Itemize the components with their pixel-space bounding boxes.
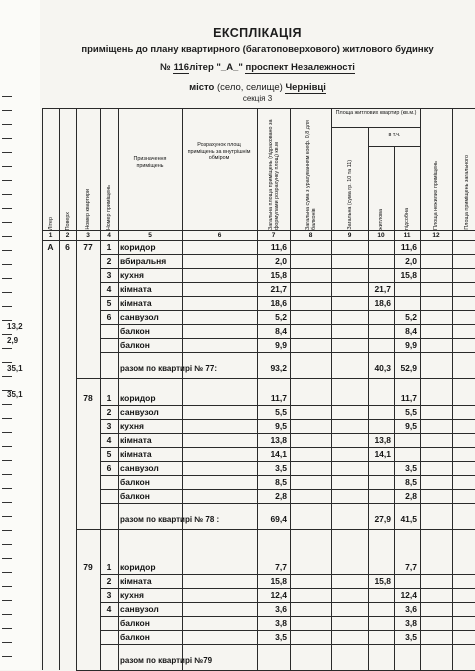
cell-auxiliary-area: 3,5 xyxy=(405,463,417,473)
binding-rule xyxy=(2,530,12,531)
binding-rule xyxy=(2,656,12,657)
header-balcony-coef: Загальна сума з урахуванням коеф. 0,8 для балконів xyxy=(304,120,317,230)
cell-room-name: балкон xyxy=(120,618,150,628)
binding-rule xyxy=(2,334,12,335)
cell-auxiliary-area: 8,4 xyxy=(405,326,417,336)
cell-total-area: 21,7 xyxy=(270,284,287,294)
column-number: 11 xyxy=(403,232,411,239)
cell-living-area xyxy=(368,269,391,282)
apartment-total-label: разом по квартирі №79 xyxy=(120,656,213,665)
cell-room-number xyxy=(100,325,118,338)
cell-total-area: 15,8 xyxy=(270,576,287,586)
cell-auxiliary-area: 8,5 xyxy=(405,477,417,487)
cell-living-area xyxy=(368,561,391,574)
cell-room-name: кухня xyxy=(120,270,144,280)
cell-room-name: кухня xyxy=(120,590,144,600)
binding-rule xyxy=(2,236,12,237)
table-row xyxy=(42,561,475,574)
header-bottom-border xyxy=(42,230,475,231)
apartment-total-auxiliary: 52,9 xyxy=(400,363,417,373)
cell-living-area xyxy=(368,241,391,254)
table-row xyxy=(42,392,475,405)
table-row xyxy=(42,297,475,310)
cell-room-number: 3 xyxy=(106,421,112,431)
header-liter: Літер xyxy=(47,216,54,230)
binding-rule xyxy=(2,264,12,265)
margin-number: 35,1 xyxy=(7,364,23,373)
table-row xyxy=(42,255,475,268)
cell-room-number xyxy=(100,476,118,489)
cell-total-area: 5,2 xyxy=(275,312,287,322)
binding-rule xyxy=(2,404,12,405)
binding-rule xyxy=(2,614,12,615)
apartment-total-row xyxy=(42,654,475,667)
row-border xyxy=(76,378,475,379)
cell-living-area xyxy=(368,603,391,616)
cell-floor xyxy=(59,392,76,405)
cell-total-area: 3,6 xyxy=(275,604,287,614)
apartment-total-living: 27,9 xyxy=(374,514,391,524)
header-living: житлова xyxy=(378,209,384,230)
cell-total-area: 14,1 xyxy=(270,449,287,459)
cell-room-name: коридор xyxy=(120,393,156,403)
document-title: ЕКСПЛІКАЦІЯ xyxy=(213,26,302,40)
cell-total-area: 11,6 xyxy=(270,242,287,252)
binding-rule xyxy=(2,194,12,195)
cell-room-name: коридор xyxy=(120,562,156,572)
cell-room-number: 2 xyxy=(106,576,112,586)
binding-rule xyxy=(2,432,12,433)
binding-rule xyxy=(2,446,12,447)
column-number: 10 xyxy=(377,232,385,239)
header-including: в т.ч. xyxy=(388,132,401,138)
header-living-total: Загальна (сума гр. 10 та 11) xyxy=(346,160,353,230)
apartment-total-label: разом по квартирі № 77: xyxy=(120,364,217,373)
city-name: Чернівці xyxy=(285,82,326,93)
cell-room-number: 4 xyxy=(106,604,112,614)
cell-total-area: 2,0 xyxy=(275,256,287,266)
table-row xyxy=(42,420,475,433)
cell-liter: А xyxy=(47,242,54,252)
column-number: 8 xyxy=(308,232,313,239)
table-row xyxy=(42,631,475,644)
cell-total-area: 11,7 xyxy=(270,393,287,403)
number-prefix: № xyxy=(160,62,171,73)
header-purpose: Призначення приміщень xyxy=(133,156,167,169)
cell-room-number xyxy=(100,339,118,352)
cell-room-number xyxy=(100,490,118,503)
binding-rule xyxy=(2,544,12,545)
cell-total-area: 3,8 xyxy=(275,618,287,628)
cell-auxiliary-area: 12,4 xyxy=(400,590,417,600)
cell-liter xyxy=(42,561,59,574)
cell-room-number: 2 xyxy=(106,407,112,417)
binding-rule xyxy=(2,488,12,489)
cell-room-name: балкон xyxy=(120,340,150,350)
apartment-total-row xyxy=(42,362,475,375)
cell-auxiliary-area xyxy=(394,575,417,588)
header-common: Площа приміщень загального xyxy=(464,155,470,230)
row-border xyxy=(100,503,475,504)
cell-room-number: 2 xyxy=(106,256,112,266)
cell-living-area xyxy=(368,462,391,475)
binding-rule xyxy=(2,502,12,503)
apartment-total-living xyxy=(368,654,391,667)
binding-rule xyxy=(2,180,12,181)
cell-room-number: 3 xyxy=(106,270,112,280)
address-line xyxy=(40,62,475,74)
cell-total-area: 2,8 xyxy=(275,491,287,501)
cell-living-area: 21,7 xyxy=(374,284,391,294)
cell-auxiliary-area: 3,6 xyxy=(405,604,417,614)
binding-rule xyxy=(2,558,12,559)
binding-rule xyxy=(2,96,12,97)
section-label: секція 3 xyxy=(242,94,273,103)
row-border xyxy=(100,644,475,645)
cell-living-area xyxy=(368,490,391,503)
apartment-total-living: 40,3 xyxy=(374,363,391,373)
apartment-total-auxiliary: 41,5 xyxy=(400,514,417,524)
cell-total-area: 12,4 xyxy=(270,590,287,600)
cell-apartment-number: 77 xyxy=(83,242,93,252)
table-row xyxy=(42,406,475,419)
cell-total-area: 9,5 xyxy=(275,421,287,431)
cell-auxiliary-area xyxy=(394,283,417,296)
cell-total-area: 13,8 xyxy=(270,435,287,445)
liter-value: "_А_" xyxy=(216,62,243,73)
cell-auxiliary-area: 9,5 xyxy=(405,421,417,431)
column-number: 4 xyxy=(107,232,111,239)
cell-room-name: балкон xyxy=(120,477,150,487)
cell-room-name: санвузол xyxy=(120,312,159,322)
cell-living-area: 15,8 xyxy=(374,576,391,586)
binding-rule xyxy=(2,348,12,349)
cell-room-name: санвузол xyxy=(120,407,159,417)
binding-rule xyxy=(2,250,12,251)
table-row xyxy=(42,462,475,475)
cell-auxiliary-area: 7,7 xyxy=(405,562,417,572)
cell-auxiliary-area xyxy=(394,297,417,310)
apartment-total-area xyxy=(257,654,287,667)
cell-liter xyxy=(42,392,59,405)
header-floor: Поверх xyxy=(64,211,71,230)
binding-rule xyxy=(2,292,12,293)
binding-rule xyxy=(2,642,12,643)
cell-room-number: 1 xyxy=(106,562,112,572)
table-row xyxy=(42,325,475,338)
margin-number: 13,2 xyxy=(7,322,23,331)
column-number: 1 xyxy=(48,232,53,239)
binding-rule xyxy=(2,628,12,629)
apartment-total-area: 93,2 xyxy=(270,363,287,373)
header-living-group: Площа житлових квартир (кв.м.) xyxy=(335,110,417,116)
table-row xyxy=(42,269,475,282)
binding-rule xyxy=(2,572,12,573)
binding-rule xyxy=(2,152,12,153)
binding-rule xyxy=(2,460,12,461)
binding-rule xyxy=(2,320,12,321)
column-number: 12 xyxy=(432,232,440,239)
column-number: 7 xyxy=(271,232,276,239)
table-row xyxy=(42,490,475,503)
apartment-total-area: 69,4 xyxy=(270,514,287,524)
city-label: місто xyxy=(189,82,215,93)
cell-room-number: 5 xyxy=(106,449,112,459)
binding-rule xyxy=(2,474,12,475)
cell-total-area: 18,6 xyxy=(270,298,287,308)
table-row xyxy=(42,311,475,324)
cell-room-name: кухня xyxy=(120,421,144,431)
cell-living-area: 18,6 xyxy=(374,298,391,308)
cell-living-area xyxy=(368,325,391,338)
cell-room-name: балкон xyxy=(120,632,150,642)
table-row xyxy=(42,617,475,630)
street-name: проспект Незалежності xyxy=(245,62,355,73)
document-header xyxy=(40,0,475,110)
header-room-number: Номер приміщень xyxy=(106,184,112,230)
cell-living-area xyxy=(368,406,391,419)
cell-auxiliary-area: 2,0 xyxy=(405,256,417,266)
cell-total-area: 8,4 xyxy=(275,326,287,336)
table-row xyxy=(42,241,475,254)
cell-total-area: 9,9 xyxy=(275,340,287,350)
cell-room-name: кімната xyxy=(120,284,152,294)
cell-living-area xyxy=(368,339,391,352)
column-number: 5 xyxy=(148,232,152,239)
binding-rule xyxy=(2,586,12,587)
cell-auxiliary-area xyxy=(394,448,417,461)
cell-living-area xyxy=(368,311,391,324)
binding-rule xyxy=(2,306,12,307)
binding-rule xyxy=(2,222,12,223)
header-total-area: Загальна площа приміщень (підраховано за формулами розрахунку площ) кв.м xyxy=(267,119,280,230)
binding-rule xyxy=(2,278,12,279)
cell-floor xyxy=(59,561,76,574)
column-number: 2 xyxy=(65,232,70,239)
cell-room-name: кімната xyxy=(120,435,152,445)
cell-total-area: 3,5 xyxy=(275,632,287,642)
margin-number: 2,9 xyxy=(7,336,19,345)
cell-room-number: 5 xyxy=(106,298,112,308)
binding-rule xyxy=(2,166,12,167)
cell-auxiliary-area xyxy=(394,434,417,447)
row-border xyxy=(76,529,475,530)
apartment-total-row xyxy=(42,513,475,526)
binding-rule xyxy=(2,138,12,139)
header-nonresidential: Площа нежилих приміщень xyxy=(433,161,439,230)
cell-apartment-number: 78 xyxy=(83,393,93,403)
cell-room-number: 1 xyxy=(106,242,112,252)
cell-room-number: 3 xyxy=(106,590,112,600)
margin-number: 35,1 xyxy=(7,390,23,399)
city-type-hint: (село, селище) xyxy=(216,82,283,93)
cell-room-name: коридор xyxy=(120,242,156,252)
cell-auxiliary-area: 5,2 xyxy=(405,312,417,322)
table-row xyxy=(42,339,475,352)
cell-auxiliary-area: 11,7 xyxy=(400,393,417,403)
liter-label: літер xyxy=(189,62,214,73)
binding-edge xyxy=(0,0,40,670)
cell-floor: 6 xyxy=(65,242,70,252)
cell-room-name: балкон xyxy=(120,326,150,336)
cell-room-name: кімната xyxy=(120,576,152,586)
header-calculation: Розрахунок площ приміщень за внутрішнім обміром xyxy=(187,142,251,161)
cell-total-area: 7,7 xyxy=(275,562,287,572)
binding-rule xyxy=(2,376,12,377)
cell-room-number: 6 xyxy=(106,463,112,473)
cell-room-name: балкон xyxy=(120,491,150,501)
explication-table xyxy=(42,108,475,670)
cell-living-area xyxy=(368,420,391,433)
cell-total-area: 8,5 xyxy=(275,477,287,487)
table-row xyxy=(42,434,475,447)
cell-auxiliary-area: 5,5 xyxy=(405,407,417,417)
binding-rule xyxy=(2,418,12,419)
binding-rule xyxy=(2,362,12,363)
cell-room-name: санвузол xyxy=(120,604,159,614)
table-row xyxy=(42,448,475,461)
cell-room-number: 1 xyxy=(106,393,112,403)
cell-room-number: 6 xyxy=(106,312,112,322)
cell-room-number: 4 xyxy=(106,435,112,445)
cell-room-number: 4 xyxy=(106,284,112,294)
cell-room-name: вбиральня xyxy=(120,256,167,266)
cell-auxiliary-area: 2,8 xyxy=(405,491,417,501)
column-number: 6 xyxy=(217,232,222,239)
header-apartment-number: Номер квартири xyxy=(85,189,91,230)
cell-living-area xyxy=(368,476,391,489)
city-line xyxy=(40,82,475,94)
header-auxiliary: підсобна xyxy=(404,207,410,230)
table-row xyxy=(42,575,475,588)
cell-room-number xyxy=(100,617,118,630)
row-border xyxy=(100,352,475,353)
binding-rule xyxy=(2,124,12,125)
binding-rule xyxy=(2,208,12,209)
binding-rule xyxy=(2,110,12,111)
cell-total-area: 5,5 xyxy=(275,407,287,417)
table-row xyxy=(42,283,475,296)
column-number: 9 xyxy=(347,232,352,239)
cell-living-area xyxy=(368,617,391,630)
cell-room-number xyxy=(100,631,118,644)
cell-auxiliary-area: 11,6 xyxy=(400,242,417,252)
cell-auxiliary-area: 3,5 xyxy=(405,632,417,642)
column-number: 3 xyxy=(86,232,90,239)
cell-apartment-number: 79 xyxy=(83,562,93,572)
cell-auxiliary-area: 15,8 xyxy=(400,270,417,280)
document-subtitle: приміщень до плану квартирного (багатоповерхового) житлового будинку xyxy=(81,44,434,55)
apartment-total-auxiliary xyxy=(394,654,417,667)
cell-living-area: 14,1 xyxy=(374,449,391,459)
cell-living-area: 13,8 xyxy=(374,435,391,445)
cell-auxiliary-area: 3,8 xyxy=(405,618,417,628)
table-row xyxy=(42,589,475,602)
cell-living-area xyxy=(368,589,391,602)
table-row xyxy=(42,476,475,489)
cell-room-name: кімната xyxy=(120,298,152,308)
table-row xyxy=(42,603,475,616)
house-number: 116 xyxy=(173,62,189,73)
cell-total-area: 15,8 xyxy=(270,270,287,280)
apartment-total-label: разом по квартирі № 78 : xyxy=(120,515,220,524)
cell-total-area: 3,5 xyxy=(275,463,287,473)
cell-auxiliary-area: 9,9 xyxy=(405,340,417,350)
cell-living-area xyxy=(368,392,391,405)
binding-rule xyxy=(2,516,12,517)
cell-room-name: кімната xyxy=(120,449,152,459)
cell-living-area xyxy=(368,631,391,644)
cell-room-name: санвузол xyxy=(120,463,159,473)
cell-living-area xyxy=(368,255,391,268)
binding-rule xyxy=(2,600,12,601)
